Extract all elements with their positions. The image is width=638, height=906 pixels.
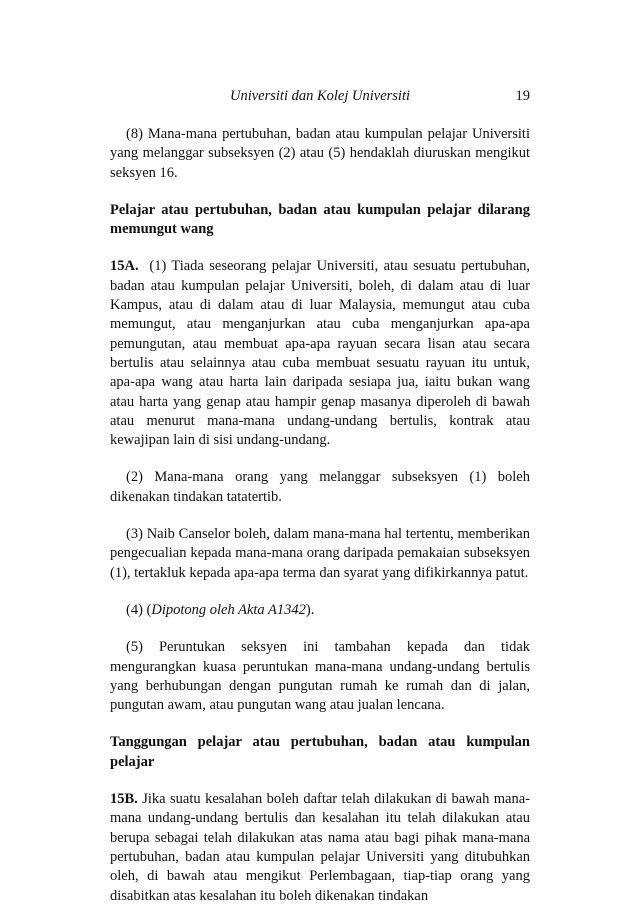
section-15a-subsection-4 (110, 601, 530, 620)
section-15b-text-block (110, 790, 530, 906)
document-page (110, 88, 530, 906)
subsection-4-suffix: ). (305, 601, 315, 618)
section-heading-15a: Pelajar atau pertubuhan, badan atau kumpulan pelajar dilarang memungut wang (110, 201, 530, 238)
paragraph-8: (8) Mana-mana pertubuhan, badan atau kumpulan pelajar Universiti yang melanggar subseksyen (2) atau (5) hendaklah diuruskan mengikut seksyen 16. (110, 126, 530, 181)
section-15a-subsection-2: (2) Mana-mana orang yang melanggar subseksyen (1) boleh dikenakan tindakan tatatertib. (110, 469, 530, 505)
section-number-15b: 15B. (110, 791, 138, 808)
subsection-4-prefix: (4) ( (126, 601, 152, 618)
section-15a-subsection-1 (110, 257, 530, 450)
section-number-15a: 15A. (110, 258, 139, 275)
section-15b-text: Jika suatu kesalahan boleh daftar telah dilakukan di bawah mana-mana undang-undang bertulis dan kesalahan itu telah dilakukan atau berupa sebagai telah dilakukan atas nama atau bagi pihak mana-mana pertubuhan, badan atau kumpulan pelajar Universiti yang ditubuhkan oleh, di bawah atau mengikut Perlembagaan, tiap-tiap orang yang disabitkan atas kesalahan itu boleh dikenakan tindakan (110, 791, 531, 904)
header-title: Universiti dan Kolej Universiti (229, 88, 411, 104)
page-number: 19 (515, 88, 530, 104)
section-15a-text: (1) Tiada seseorang pelajar Universiti, atau sesuatu pertubuhan, badan atau kumpulan pelajar Universiti, boleh, di dalam atau di luar Kampus, atau di dalam atau di luar Malaysia, memungut atau cuba memungut, atau menganjurkan atau cuba menganjurkan apa-apa pemungutan, atau membuat apa-apa rayuan secara lisan atau secara bertulis atau selainnya atau cuba membuat sesuatu rayuan itu untuk, apa-apa wang atau harta lain daripada sesiapa jua, iaitu bukan wang atau harta yang genap atau hampir genap masanya diperoleh di bawah atau menurut mana-mana undang-undang bertulis, kontrak atau kewajipan lain di sisi undang-undang. (110, 258, 531, 449)
section-15a-subsection-5: (5) Peruntukan seksyen ini tambahan kepada dan tidak mengurangkan kuasa peruntukan mana-mana undang-undang bertulis yang berhubungan dengan pungutan rumah ke rumah dan di jalan, pungutan awam, atau pungutan wang atau jualan lencana. (110, 639, 530, 714)
running-header (110, 88, 530, 110)
section-heading-15b: Tanggungan pelajar atau pertubuhan, badan atau kumpulan pelajar (110, 734, 530, 770)
subsection-4-deleted-note: Dipotong oleh Akta A1342 (151, 601, 306, 618)
section-15a-subsection-3: (3) Naib Canselor boleh, dalam mana-mana hal tertentu, memberikan pengecualian kepada mana-mana orang daripada pemakaian subseksyen (1), tertakluk kepada apa-apa terma dan syarat yang difikirkannya patut. (110, 526, 530, 581)
